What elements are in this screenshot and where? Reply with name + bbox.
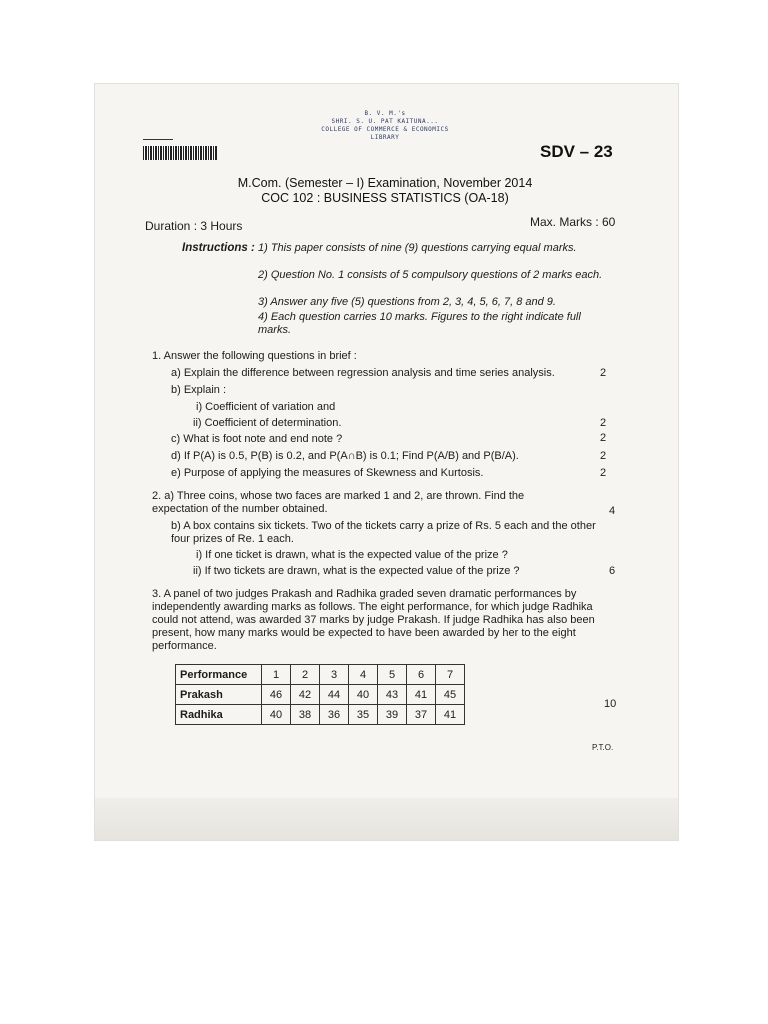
- q1-b-mark: 2: [600, 417, 607, 429]
- table-cell: Radhika: [176, 705, 262, 725]
- q2-a: 2. a) Three coins, whose two faces are marked 1 and 2, are thrown. Find the expectation of the number obtained.: [152, 490, 525, 515]
- table-header-row: [176, 665, 465, 685]
- instruction-item: 3) Answer any five (5) questions from 2, 3, 4, 5, 6, 7, 8 and 9.: [258, 296, 556, 308]
- table-row: [176, 705, 465, 725]
- table-cell: 5: [378, 665, 407, 685]
- q1-intro: 1. Answer the following questions in brief :: [152, 350, 357, 362]
- table-cell: 36: [320, 705, 349, 725]
- table-cell: 42: [291, 685, 320, 705]
- performance-table: [175, 664, 465, 725]
- table-cell: 44: [320, 685, 349, 705]
- table-cell: Prakash: [176, 685, 262, 705]
- q2-a-mark: 4: [609, 505, 616, 517]
- table-cell: 45: [436, 685, 465, 705]
- q1-e-mark: 2: [600, 467, 607, 479]
- table-cell: 38: [291, 705, 320, 725]
- q2-b: b) A box contains six tickets. Two of the tickets carry a prize of Rs. 5 each and the other four prizes of Re. 1 each.: [171, 520, 596, 545]
- barcode-icon: [143, 146, 217, 160]
- q1-e: e) Purpose of applying the measures of Skewness and Kurtosis.: [171, 467, 484, 479]
- table-cell: 4: [349, 665, 378, 685]
- paper-code: SDV – 23: [540, 142, 613, 161]
- instruction-item: 1) This paper consists of nine (9) questions carrying equal marks.: [258, 242, 577, 254]
- q3-mark: 10: [604, 698, 617, 710]
- table-cell: 3: [320, 665, 349, 685]
- table-cell: 39: [378, 705, 407, 725]
- instruction-item: 4) Each question carries 10 marks. Figures to the right indicate full marks.: [258, 311, 581, 336]
- q1-a-mark: 2: [600, 367, 607, 379]
- q1-b-ii: ii) Coefficient of determination.: [193, 417, 342, 429]
- q1-b-i: i) Coefficient of variation and: [196, 401, 336, 413]
- q1-c: c) What is foot note and end note ?: [171, 433, 343, 445]
- instructions-label: Instructions :: [182, 242, 255, 254]
- table-cell: 41: [407, 685, 436, 705]
- table-cell: 35: [349, 705, 378, 725]
- table-cell: 40: [262, 705, 291, 725]
- q2-b-ii: ii) If two tickets are drawn, what is the expected value of the prize ?: [193, 565, 520, 577]
- table-cell: 37: [407, 705, 436, 725]
- pto-label: P.T.O.: [592, 743, 614, 752]
- q1-a: a) Explain the difference between regression analysis and time series analysis.: [171, 367, 555, 379]
- table-row: [176, 685, 465, 705]
- barcode-rule: [143, 139, 173, 140]
- exam-title: M.Com. (Semester – I) Examination, November 2014: [237, 176, 533, 190]
- q1-d: d) If P(A) is 0.5, P(B) is 0.2, and P(A∩B) is 0.1; Find P(A/B) and P(B/A).: [171, 450, 519, 462]
- max-marks: Max. Marks : 60: [530, 215, 616, 229]
- table-cell: Performance: [176, 665, 262, 685]
- q1-d-mark: 2: [600, 450, 607, 462]
- q1-b: b) Explain :: [171, 384, 227, 396]
- q3-text: 3. A panel of two judges Prakash and Radhika graded seven dramatic performances by independently awarding marks as follows. The eight performance, for which judge Radhika could not attend, was awarded 37 marks by judge Prakash. If judge Radhika has also been present, how many marks would be expected to have been awarded by her to the eight performance.: [152, 588, 595, 652]
- table-cell: 6: [407, 665, 436, 685]
- duration: Duration : 3 Hours: [145, 219, 243, 233]
- q1-c-mark: 2: [600, 432, 607, 444]
- table-cell: 41: [436, 705, 465, 725]
- instruction-item: 2) Question No. 1 consists of 5 compulsory questions of 2 marks each.: [258, 269, 603, 281]
- course-title: COC 102 : BUSINESS STATISTICS (OA-18): [261, 191, 509, 205]
- scan-margin: [95, 798, 678, 840]
- table-cell: 7: [436, 665, 465, 685]
- table-cell: 1: [262, 665, 291, 685]
- table-cell: 2: [291, 665, 320, 685]
- table-cell: 40: [349, 685, 378, 705]
- table-cell: 43: [378, 685, 407, 705]
- q2-b-mark: 6: [609, 565, 616, 577]
- table-cell: 46: [262, 685, 291, 705]
- library-stamp: B. V. M.'s SHRI. S. U. PAT KAITUNA... COLLEGE OF COMMERCE & ECONOMICS LIBRARY: [321, 110, 449, 141]
- q2-b-i: i) If one ticket is drawn, what is the expected value of the prize ?: [196, 549, 508, 561]
